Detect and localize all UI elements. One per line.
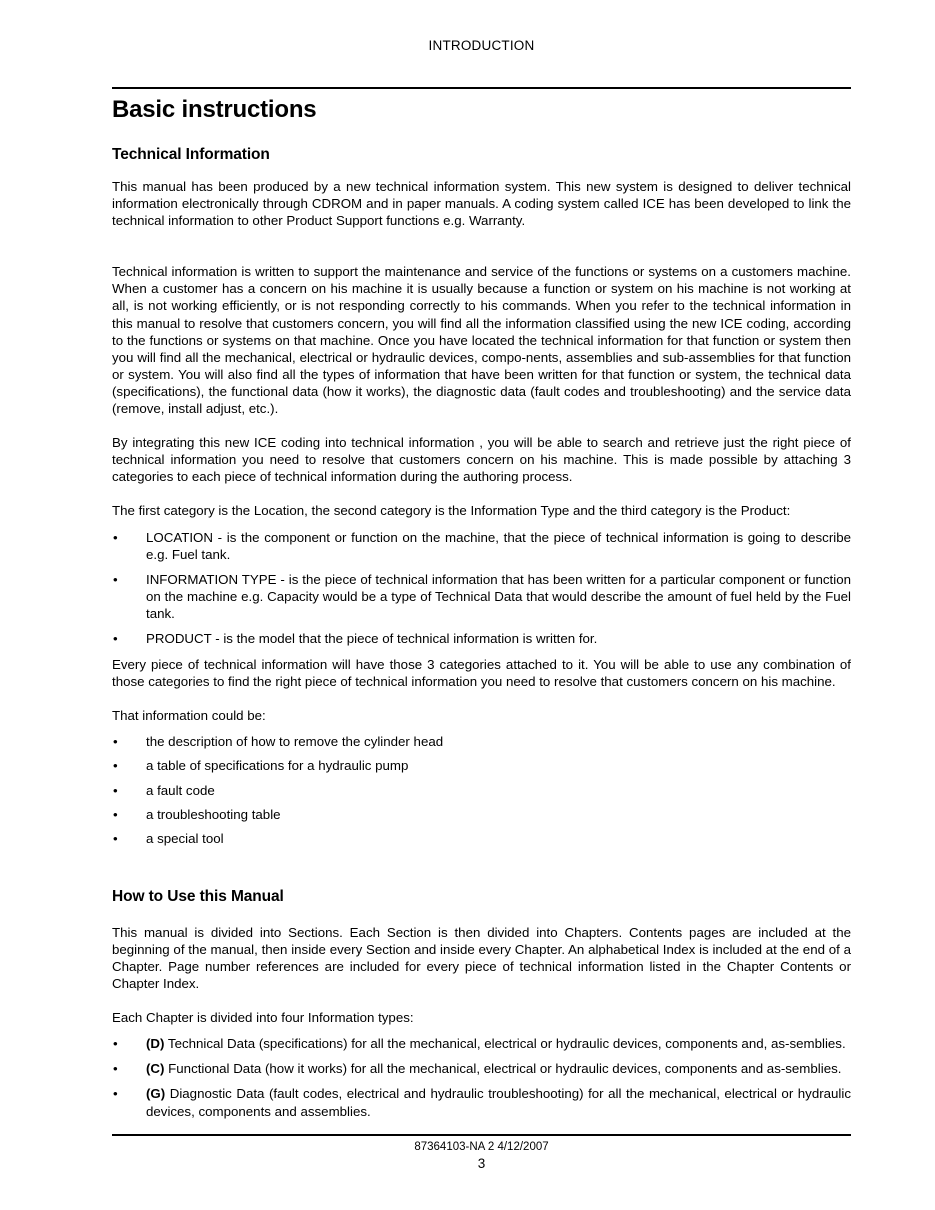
list-item — [112, 529, 851, 563]
info-type-tag: (G) — [146, 1086, 166, 1102]
info-type-tag: (C) — [146, 1061, 165, 1077]
list-item-text: Diagnostic Data (fault codes, electrical and hydraulic troubleshooting) for all the mechanical, electrical or hydraulic devices, components and assemblies. — [146, 1086, 851, 1119]
paragraph-ice-coding-benefits: By integrating this new ICE coding into technical information , you will be able to search and retrieve just the right piece of technical information you need to resolve that customers concern on his machine. This is made possible by attaching 3 categories to each piece of technical information during the authoring process. — [112, 435, 851, 485]
list-item — [112, 1035, 851, 1052]
info-type-tag: (D) — [146, 1036, 165, 1052]
list-item — [112, 1085, 851, 1119]
list-item-text: a fault code — [146, 782, 215, 798]
bullet-icon: • — [113, 806, 118, 822]
paragraph-three-categories: The first category is the Location, the second category is the Information Type and the third category is the Product: — [112, 503, 791, 519]
list-item-text: the description of how to remove the cylinder head — [146, 734, 444, 750]
bullet-icon: • — [113, 1036, 118, 1052]
list-item-text: PRODUCT - is the model that the piece of technical information is written for. — [146, 630, 598, 646]
list-item-text: a table of specifications for a hydraulic pump — [146, 758, 409, 774]
example-bullet-list — [112, 733, 851, 846]
page-number: 3 — [477, 1156, 486, 1171]
spacer — [112, 724, 851, 733]
paragraph-technical-information-purpose: Technical information is written to support the maintenance and service of the functions or systems on a customers machine. When a customer has a concern on his machine it is usually because a function or system on his machine is not working at all, is not working efficiently, or is not responding correctly to his commands. When you refer to the technical information in this manual to resolve that customers concern, you will find all the information classified using the new ICE coding, according to the functions or systems on that machine. Once you have located the technical information for that function or system then you will find all the mechanical, electrical or hydraulic devices, compo-nents, assemblies and sub-assemblies for that function or system. You will also find all the types of information that have been written for that function or system, the technical data (specifications), the functional data (how it works), the diagnostic data (fault codes and troubleshooting) and the service data (remove, install adjust, etc.). — [112, 264, 851, 417]
paragraph-four-information-types: Each Chapter is divided into four Information types: — [112, 1010, 414, 1026]
list-item-text: Technical Data (specifications) for all the mechanical, electrical or hydraulic devices, components and, as-semblies. — [164, 1036, 846, 1052]
spacer — [112, 906, 851, 924]
spacer — [112, 647, 851, 656]
header-rule — [112, 87, 851, 89]
list-item — [112, 806, 851, 823]
spacer — [112, 125, 851, 145]
bullet-icon: • — [113, 630, 118, 646]
spacer — [112, 417, 851, 434]
bullet-icon: • — [113, 571, 118, 587]
list-item — [112, 571, 851, 622]
footer-rule — [112, 1134, 851, 1136]
spacer — [112, 485, 851, 502]
list-item-text: LOCATION - is the component or function on the machine, that the piece of technical information is going to describe e.g. Fuel tank. — [146, 529, 851, 562]
list-item — [112, 630, 851, 647]
spacer — [112, 520, 851, 529]
paragraph-that-information: That information could be: — [112, 708, 266, 724]
spacer — [112, 854, 851, 887]
bullet-icon: • — [113, 529, 118, 545]
category-bullet-list — [112, 529, 851, 648]
spacer — [112, 229, 851, 263]
paragraph-intro-system: This manual has been produced by a new technical information system. This new system is designed to deliver technical information electronically through CDROM and in paper manuals. A coding system called ICE has been developed to link the technical information to other Product Support functions e.g. Warranty. — [112, 179, 851, 229]
list-item — [112, 1060, 851, 1077]
spacer — [112, 992, 851, 1009]
list-item — [112, 830, 851, 847]
list-item — [112, 782, 851, 799]
bullet-icon: • — [113, 758, 118, 774]
list-item-text: a special tool — [146, 830, 224, 846]
spacer — [112, 690, 851, 707]
page-title: Basic instructions — [112, 96, 317, 123]
section-heading-how-to-use-this-manual: How to Use this Manual — [112, 887, 284, 905]
bullet-icon: • — [113, 830, 118, 846]
document-content — [112, 95, 851, 1120]
list-item-text: INFORMATION TYPE - is the piece of technical information that has been written for a particular component or function on the machine e.g. Capacity would be a type of Technical Data that would describe the amount of fuel held by the Fuel tank. — [146, 571, 851, 621]
running-header: INTRODUCTION — [428, 38, 535, 53]
list-item — [112, 757, 851, 774]
document-code: 87364103-NA 2 4/12/2007 — [414, 1141, 549, 1153]
list-item — [112, 733, 851, 750]
list-item-text: a troubleshooting table — [146, 806, 281, 822]
bullet-icon: • — [113, 734, 118, 750]
page-footer — [112, 1140, 851, 1172]
bullet-icon: • — [113, 1086, 118, 1102]
list-item-text: Functional Data (how it works) for all the mechanical, electrical or hydraulic devices, components and as-semblies. — [164, 1061, 842, 1077]
section-heading-technical-information: Technical Information — [112, 146, 270, 163]
paragraph-manual-structure: This manual is divided into Sections. Each Section is then divided into Chapters. Contents pages are included at the beginning of the manual, then inside every Section and inside every Chapter. An alphabetical Index is included at the end of a Chapter. Page number references are included for every piece of technical information listed in the Chapter Contents or Chapter Index. — [112, 924, 851, 992]
bullet-icon: • — [113, 782, 118, 798]
spacer — [112, 164, 851, 178]
spacer — [112, 1026, 851, 1035]
info-type-bullet-list — [112, 1035, 851, 1119]
paragraph-categories-attached: Every piece of technical information will have those 3 categories attached to it. You will be able to use any combination of those categories to find the right piece of technical information you need to resolve that customers concern on his machine. — [112, 657, 851, 690]
bullet-icon: • — [113, 1061, 118, 1077]
